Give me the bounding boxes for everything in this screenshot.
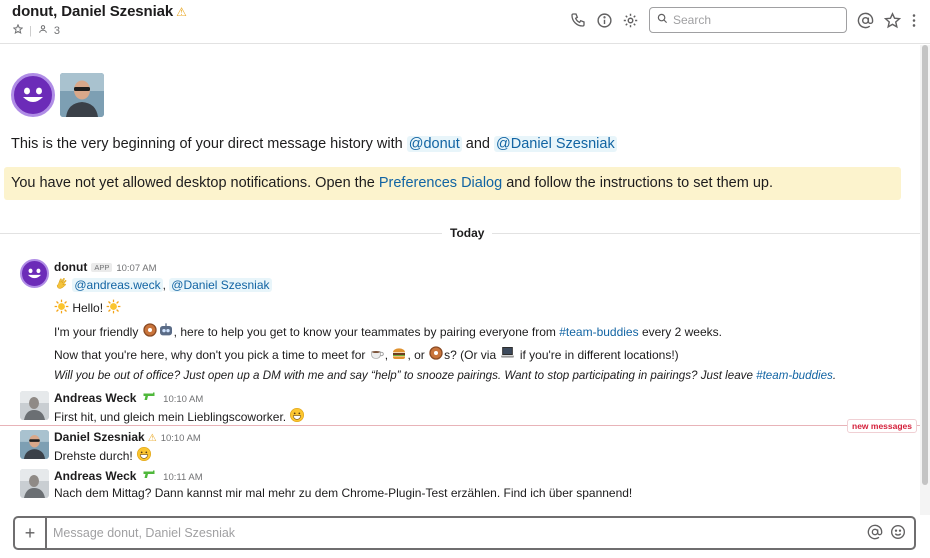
dm-intro-text: [11, 136, 617, 152]
channel-header: [0, 0, 930, 44]
message-timestamp[interactable]: 10:11 AM: [163, 472, 203, 483]
message-text: Will you be out of office? Just open up a DM with me and say “help” to snooze pairings. Want to stop participating in pairings? Just leave: [54, 369, 753, 382]
hello-text: Hello!: [72, 301, 104, 315]
info-icon[interactable]: [596, 12, 614, 30]
andreas-weck-avatar[interactable]: [20, 391, 49, 420]
message-body: [54, 486, 632, 500]
grinning-face-emoji: [289, 407, 305, 426]
waving-hand-emoji: [54, 276, 69, 294]
andreas-weck-avatar[interactable]: [20, 469, 49, 498]
warning-icon: ⚠: [147, 433, 157, 444]
search-input[interactable]: [673, 13, 833, 27]
message-body: [54, 446, 152, 465]
burger-emoji: [391, 345, 407, 364]
emoji-picker-icon[interactable]: [890, 524, 908, 542]
notification-text-after: and follow the instructions to set them up.: [506, 175, 774, 191]
message-text: s? (Or via: [444, 348, 497, 362]
message-line-intro: [54, 322, 722, 341]
star-icon[interactable]: [13, 24, 23, 37]
app-badge: APP: [91, 263, 112, 272]
member-count[interactable]: 3: [53, 24, 60, 37]
channel-title[interactable]: [12, 3, 187, 20]
message-input[interactable]: [53, 524, 833, 542]
message-text: if you're in different locations!): [519, 348, 679, 362]
laptop-emoji: [499, 345, 516, 364]
mentions-icon[interactable]: [857, 12, 875, 30]
doughnut-emoji: [142, 322, 158, 341]
search-icon: [657, 11, 668, 29]
channel-title-text: donut, Daniel Szesniak: [12, 3, 174, 20]
mention-daniel-szesniak[interactable]: @Daniel Szesniak: [171, 278, 270, 292]
channel-link-team-buddies[interactable]: #team-buddies: [756, 369, 833, 382]
message-line-mentions: [54, 276, 272, 294]
members-icon[interactable]: [38, 24, 48, 37]
status-pistol-icon: [139, 469, 159, 483]
sender-name[interactable]: Andreas Weck: [54, 469, 137, 483]
mention-daniel-szesniak[interactable]: @Daniel Szesniak: [496, 136, 615, 152]
notification-text-before: You have not yet allowed desktop notifications. Open the: [11, 175, 375, 191]
message-sender-andreas-weck: [54, 469, 203, 483]
coffee-emoji: [369, 345, 385, 364]
intro-prefix: This is the very beginning of your direct message history with: [11, 136, 403, 152]
message-text: Nach dem Mittag? Dann kannst mir mal mehr zu dem Chrome-Plugin-Test erzählen. Find ich über spannend!: [54, 486, 633, 500]
starred-icon[interactable]: [884, 12, 902, 30]
status-pistol-icon: [139, 391, 159, 405]
mention-andreas-weck[interactable]: @andreas.weck: [74, 278, 161, 292]
mention-donut[interactable]: @donut: [408, 136, 460, 152]
message-sender-donut: [54, 260, 156, 274]
more-options-icon[interactable]: [908, 12, 926, 30]
message-text: Now that you're here, why don't you pick a time to meet for: [54, 348, 366, 362]
daniel-szesniak-avatar[interactable]: [60, 73, 104, 117]
sender-name[interactable]: Daniel Szesniak: [54, 430, 145, 444]
message-timestamp[interactable]: 10:10 AM: [163, 394, 204, 405]
message-text: every 2 weeks.: [641, 325, 722, 339]
doughnut-emoji: [428, 345, 444, 364]
message-line-hello: [54, 299, 121, 317]
channel-meta: [13, 24, 60, 37]
search-field[interactable]: [649, 7, 847, 33]
sun-emoji: [106, 299, 121, 317]
message-sender-andreas-weck: [54, 391, 203, 405]
donut-message-avatar[interactable]: [20, 259, 49, 288]
mention-separator: ,: [162, 278, 166, 292]
message-text: ,: [384, 348, 389, 362]
day-divider-label[interactable]: Today: [442, 226, 492, 240]
message-body: [54, 407, 305, 426]
daniel-szesniak-avatar[interactable]: [20, 430, 49, 459]
message-text: , here to help you get to know your teammates by pairing everyone from: [173, 325, 556, 339]
message-text: First hit, und gleich mein Lieblingscoworker.: [54, 410, 287, 424]
message-line-meet: [54, 345, 679, 364]
donut-bot-avatar[interactable]: [11, 73, 55, 117]
phone-icon[interactable]: [570, 12, 588, 30]
new-messages-label[interactable]: new messages: [847, 419, 917, 433]
message-text: Drehste durch!: [54, 449, 133, 463]
message-sender-daniel-szesniak: [54, 430, 201, 444]
sender-name[interactable]: Andreas Weck: [54, 391, 137, 405]
message-timestamp[interactable]: 10:10 AM: [160, 433, 201, 444]
message-text: , or: [407, 348, 425, 362]
scrollbar-thumb[interactable]: [922, 45, 928, 485]
channel-link-team-buddies[interactable]: #team-buddies: [559, 325, 639, 339]
meta-separator: |: [29, 24, 32, 37]
message-text: I'm your friendly: [54, 325, 139, 339]
desktop-notification-banner: [4, 167, 901, 200]
mention-at-icon[interactable]: [867, 524, 885, 542]
new-messages-divider: [0, 425, 920, 426]
message-text: .: [832, 369, 837, 382]
message-timestamp[interactable]: 10:07 AM: [116, 263, 157, 274]
warning-icon: ⚠: [176, 5, 187, 19]
preferences-dialog-link[interactable]: Preferences Dialog: [378, 175, 503, 191]
attach-plus-button[interactable]: +: [15, 518, 47, 548]
message-line-out-of-office: [54, 369, 836, 382]
settings-gear-icon[interactable]: [622, 12, 640, 30]
sun-emoji: [54, 299, 69, 317]
robot-emoji: [158, 322, 174, 341]
grinning-face-emoji: [136, 446, 152, 465]
message-composer: [13, 516, 916, 550]
sender-name[interactable]: donut: [54, 260, 88, 274]
intro-joiner: and: [465, 136, 490, 152]
